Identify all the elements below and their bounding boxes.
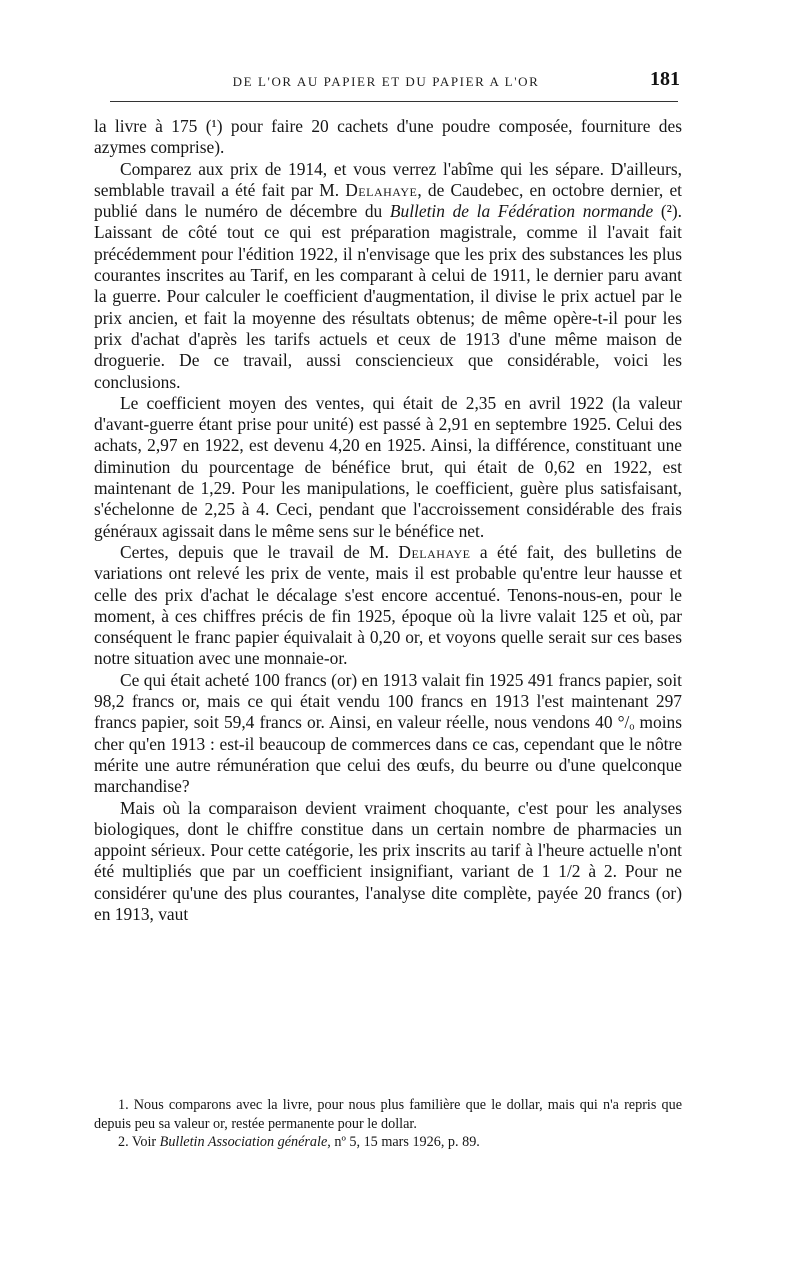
paragraph-5	[94, 670, 682, 798]
footnotes	[94, 1096, 682, 1152]
footnote-2-text-b: , nº 5, 15 mars 1926, p. 89.	[327, 1134, 480, 1150]
body-text	[94, 116, 682, 925]
footnote-2	[94, 1133, 682, 1152]
paragraph-3	[94, 393, 682, 542]
paragraph-2-text-a: Comparez aux prix de 1914, et vous verrez l'abîme qui les sépare. D'ailleurs, semblable travail a été fait par M.	[94, 158, 682, 200]
author-name: Delahaye	[398, 541, 471, 562]
paragraph-6-text: Mais où la comparaison devient vraiment choquante, c'est pour les analyses biologiques, dont le chiffre constitue dans un certain nombre de pharmacies un appoint sérieux. Pour cette catégorie, les prix inscrits au tarif à l'heure actuelle n'ont été multipliés que par un coefficient insignifiant, variant de 1 1/2 à 2. Pour ne considérer qu'une des plus courantes, l'analyse dite complète, payée 20 francs (or) en 1913, vaut	[94, 797, 682, 924]
running-title: DE L'OR AU PAPIER ET DU PAPIER A L'OR	[232, 74, 540, 89]
paragraph-2-text-c: (²). Laissant de côté tout ce qui est préparation magistrale, comme il l'avait fait précédemment pour l'édition 1922, il n'envisage que les prix des substances les plus courantes inscrites au Tarif, en les comparant à celui de 1911, le dernier paru avant la guerre. Pour calculer le coefficient d'augmentation, il divise le prix actuel par le prix ancien, et fait la moyenne des résultats obtenus; de même opère-t-il pour les prix d'achat d'après les tarifs actuels et ceux de 1913 d'une même maison de droguerie. De ce travail, aussi consciencieux que considérable, voici les conclusions.	[94, 201, 682, 392]
paragraph-1-text: la livre à 175 (¹) pour faire 20 cachets d'une poudre composée, fourniture des azymes comprise).	[94, 116, 682, 158]
paragraph-1	[94, 116, 682, 159]
paragraph-2-text-b: , de Caudebec, en octobre dernier, et publié dans le numéro de décembre du	[94, 179, 682, 222]
paragraph-4-text-a: Certes, depuis que le travail de M.	[120, 541, 399, 562]
paragraph-6	[94, 798, 682, 926]
journal-title: Bulletin de la Fédération normande	[389, 201, 654, 222]
paragraph-5-text: Ce qui était acheté 100 francs (or) en 1913 valait fin 1925 491 francs papier, soit 98,2 francs or, mais ce qui était vendu 100 francs en 1913 l'est maintenant 297 francs papier, soit 59,4 francs or. Ainsi, en valeur réelle, nous vendons 40 °/ₒ moins cher qu'en 1913 : est-il beaucoup de commerces dans ce cas, cependant que le nôtre mérite une autre rémunération que celui des œufs, du beurre ou d'une quelconque marchandise?	[94, 669, 682, 797]
author-name: Delahaye	[345, 179, 418, 200]
paragraph-4-text-b: a été fait, des bulletins de variations ont relevé les prix de vente, mais il est probable qu'entre leur hausse et celle des prix d'achat le décalage s'est encore accentué. Tenons-nous-en, pour le moment, à ces chiffres précis de fin 1925, époque où la livre valait 125 et où, par conséquent le franc papier équivalait à 0,20 or, et voyons quelle serait sur ces bases notre situation avec une monnaie-or.	[94, 541, 683, 669]
page-number: 181	[650, 68, 680, 90]
header-rule	[110, 101, 678, 102]
page-header	[92, 66, 680, 94]
paragraph-3-text: Le coefficient moyen des ventes, qui était de 2,35 en avril 1922 (la valeur d'avant-guerre étant prise pour unité) est passé à 2,91 en septembre 1925. Celui des achats, 2,97 en 1922, est devenu 4,20 en 1925. Ainsi, la différence, constituant une diminution du pourcentage de bénéfice brut, qui était de 0,62 en 1922, est maintenant de 1,29. Pour les manipulations, le coefficient, guère plus satisfaisant, s'échelonne de 2,25 à 4. Ceci, pendant que l'accroissement considérable des frais généraux agissait dans le même sens sur le bénéfice net.	[94, 392, 682, 541]
footnote-2-title: Bulletin Association générale	[159, 1134, 328, 1150]
paragraph-2	[94, 159, 682, 393]
footnote-1-text: 1. Nous comparons avec la livre, pour nous plus familière que le dollar, mais qui n'a repris que depuis peu sa valeur or, restée permanente pour le dollar.	[94, 1097, 682, 1132]
paragraph-4	[94, 542, 682, 670]
footnote-1	[94, 1096, 682, 1133]
footnote-2-text-a: 2. Voir	[118, 1134, 160, 1150]
